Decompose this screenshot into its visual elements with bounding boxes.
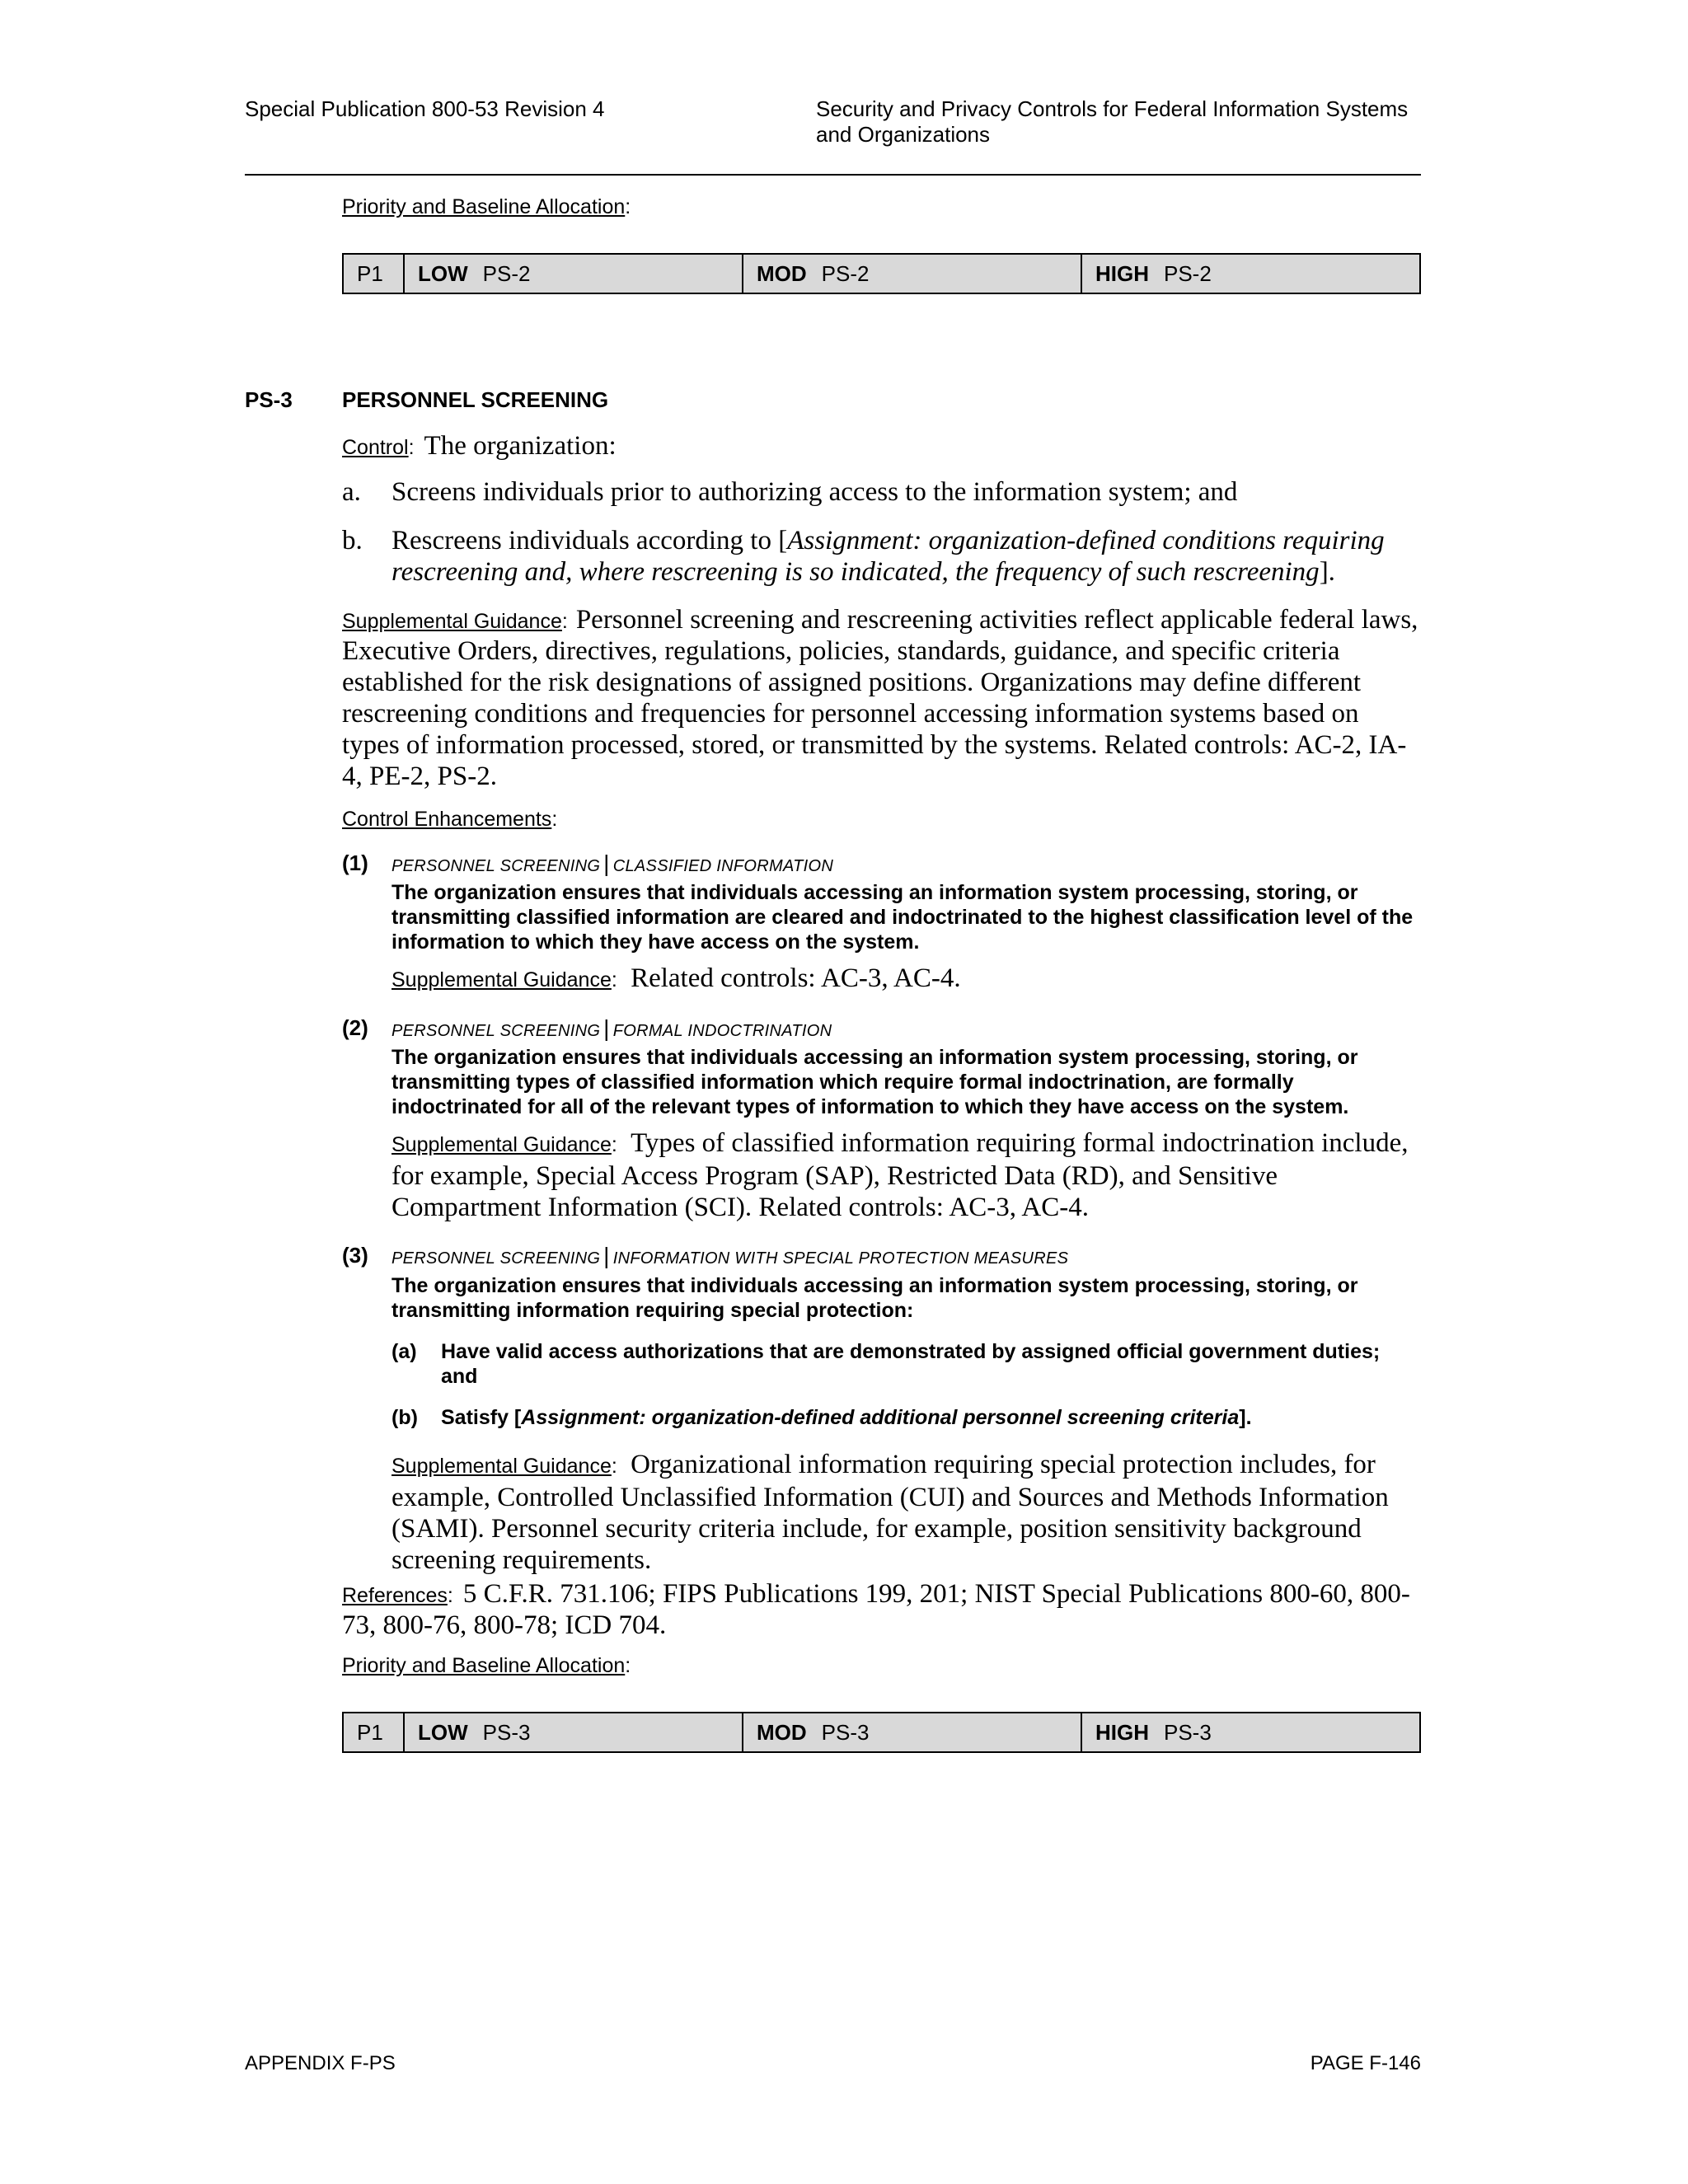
high-cell [1081, 1713, 1420, 1752]
prev-allocation-label: Priority and Baseline Allocation: [342, 195, 631, 218]
sub-list-text [441, 1405, 1422, 1430]
references-label: References [342, 1584, 448, 1607]
enhancement-supplemental-label: Supplemental Guidance [392, 968, 612, 991]
enhancement-title-left: PERSONNEL SCREENING [392, 1249, 601, 1268]
enhancement-title-right: FORMAL INDOCTRINATION [612, 1022, 832, 1040]
header-right: Security and Privacy Controls for Federal Information Systems and Organizations [816, 96, 1409, 147]
header-left: Special Publication 800-53 Revision 4 [245, 96, 605, 121]
enhancement-supplemental: Supplemental Guidance: Related controls: AC-3, AC-4. [392, 963, 961, 993]
assignment-text: Assignment: organization-defined conditions requiring rescreening and, where rescreening is so indicated, the frequency of such rescreening [392, 526, 1385, 587]
enhancement-supplemental-label: Supplemental Guidance [392, 1133, 612, 1156]
section-id: PS-3 [245, 387, 293, 412]
supplemental-label: Supplemental Guidance [342, 610, 562, 633]
prev-low-cell [404, 254, 743, 293]
prev-low-value: PS-2 [482, 260, 531, 286]
control-statement: Control: The organization: [342, 431, 617, 461]
list-text-after: ]. [1319, 557, 1335, 587]
section-title: PERSONNEL SCREENING [342, 387, 609, 412]
prev-mod-cell [743, 254, 1081, 293]
control-label: Control [342, 436, 409, 459]
sub-list-text-before: Satisfy [ [441, 1406, 522, 1429]
enhancement-title-right: CLASSIFIED INFORMATION [612, 857, 834, 875]
high-label: HIGH [1095, 1719, 1149, 1745]
prev-high-cell [1081, 254, 1420, 293]
footer-left: APPENDIX F-PS [245, 2052, 396, 2074]
priority-cell: P1 [343, 1713, 404, 1752]
enhancements-label-text: Control Enhancements [342, 808, 552, 831]
enhancement-number: (2) [342, 1015, 368, 1040]
allocation-label: Priority and Baseline Allocation: [342, 1654, 631, 1677]
list-text-before: Rescreens individuals according to [ [392, 526, 788, 555]
enhancements-label: Control Enhancements: [342, 808, 558, 831]
sub-list-marker: (a) [392, 1340, 417, 1363]
supplemental-text: Personnel screening and rescreening activities reflect applicable federal laws, Executive Orders, directives, regulations, policies, standards, guidance, and specific criteria established for the risk designations of assigned positions. Organizations may define different rescreening conditions and frequencies for personnel accessing information systems based on types of information processed, stored, or transmitted by the systems. Related controls: AC-2, IA-4, PE-2, PS-2. [342, 605, 1418, 791]
enhancement-text: The organization ensures that individuals accessing an information system processing, storing, or transmitting information requiring special protection: [392, 1274, 1358, 1322]
enhancement-supplemental: Supplemental Guidance: Organizational information requiring special protection includes, for example, Controlled Unclassified Information (CUI) and Sources and Methods Information (SAMI). Personnel security criteria include, for example, position sensitivity background screening requirements. [392, 1450, 1389, 1575]
enhancement-title: PERSONNEL SCREENING | INFORMATION WITH SPECIAL PROTECTION MEASURES [392, 1243, 1069, 1268]
enhancement-text: The organization ensures that individuals accessing an information system processing, storing, or transmitting classified information are cleared and indoctrinated to the highest classification level of the information to which they have access on the system. [392, 881, 1414, 954]
list-text: Screens individuals prior to authorizing access to the information system; and [392, 477, 1238, 507]
table-row [343, 254, 1420, 293]
enhancement-supplemental-text: Organizational information requiring special protection includes, for example, Controlled Unclassified Information (CUI) and Sources and Methods Information (SAMI). Personnel security criteria include, for example, position sensitivity background screening requirements. [392, 1450, 1389, 1575]
assignment-text: Assignment: organization-defined additional personnel screening criteria [521, 1406, 1240, 1429]
enhancement-title-right: INFORMATION WITH SPECIAL PROTECTION MEASURES [612, 1249, 1069, 1268]
enhancement-number: (1) [342, 851, 368, 875]
table-row [343, 1713, 1420, 1752]
mod-value: PS-3 [821, 1719, 870, 1745]
prev-allocation-table [342, 253, 1421, 294]
enhancement-number: (3) [342, 1243, 368, 1268]
enhancement-title-left: PERSONNEL SCREENING [392, 1022, 601, 1040]
enhancement-title: PERSONNEL SCREENING | CLASSIFIED INFORMATION [392, 851, 834, 876]
supplemental-guidance: Supplemental Guidance: Personnel screening and rescreening activities reflect applicable federal laws, Executive Orders, directives, regulations, policies, standards, guidance, and specific criteria established for the risk designations of assigned positions. Organizations may define different rescreening conditions and frequencies for personnel accessing information systems based on types of information processed, stored, or transmitted by the systems. Related controls: AC-2, IA-4, PE-2, PS-2. [342, 605, 1418, 791]
prev-allocation-label-text: Priority and Baseline Allocation [342, 195, 626, 218]
enhancement-title: PERSONNEL SCREENING | FORMAL INDOCTRINATION [392, 1015, 832, 1041]
sub-list-text: Have valid access authorizations that are demonstrated by assigned official government duties; and [441, 1340, 1381, 1388]
header-rule [245, 174, 1421, 176]
list-text [392, 525, 1422, 588]
high-value: PS-3 [1164, 1719, 1212, 1745]
low-value: PS-3 [482, 1719, 531, 1745]
enhancement-title-left: PERSONNEL SCREENING [392, 857, 601, 875]
enhancement-supplemental-label: Supplemental Guidance [392, 1455, 612, 1478]
prev-mod-label: MOD [757, 260, 807, 286]
list-marker: a. [342, 477, 361, 507]
prev-high-label: HIGH [1095, 260, 1149, 286]
references-text: 5 C.F.R. 731.106; FIPS Publications 199, 201; NIST Special Publications 800-60, 800-73, 800-76, 800-78; ICD 704. [342, 1579, 1410, 1640]
allocation-table [342, 1712, 1421, 1753]
references: References: 5 C.F.R. 731.106; FIPS Publications 199, 201; NIST Special Publications 800-60, 800-73, 800-76, 800-78; ICD 704. [342, 1579, 1410, 1640]
enhancement-supplemental-text: Related controls: AC-3, AC-4. [631, 963, 961, 993]
footer-right: PAGE F-146 [1310, 2052, 1421, 2074]
enhancement-supplemental-text: Types of classified information requiring formal indoctrination include, for example, Special Access Program (SAP), Restricted Data (RD), and Sensitive Compartment Information (SCI). Related controls: AC-3, AC-4. [392, 1128, 1409, 1222]
control-text: The organization: [424, 431, 617, 461]
prev-low-label: LOW [418, 260, 468, 286]
enhancement-text: The organization ensures that individuals accessing an information system processing, storing, or transmitting types of classified information which require formal indoctrination, are formally indoctrinated for all of the relevant types of information to which they have access on the system. [392, 1046, 1358, 1118]
prev-high-value: PS-2 [1164, 260, 1212, 286]
sub-list-marker: (b) [392, 1406, 418, 1429]
enhancement-supplemental: Supplemental Guidance: Types of classified information requiring formal indoctrination include, for example, Special Access Program (SAP), Restricted Data (RD), and Sensitive Compartment Information (SCI). Related controls: AC-3, AC-4. [392, 1128, 1409, 1222]
mod-label: MOD [757, 1719, 807, 1745]
sub-list-text-after: ]. [1239, 1406, 1252, 1429]
low-cell [404, 1713, 743, 1752]
list-marker: b. [342, 526, 363, 555]
mod-cell [743, 1713, 1081, 1752]
prev-mod-value: PS-2 [821, 260, 870, 286]
prev-priority-cell: P1 [343, 254, 404, 293]
low-label: LOW [418, 1719, 468, 1745]
allocation-label-text: Priority and Baseline Allocation [342, 1654, 626, 1677]
